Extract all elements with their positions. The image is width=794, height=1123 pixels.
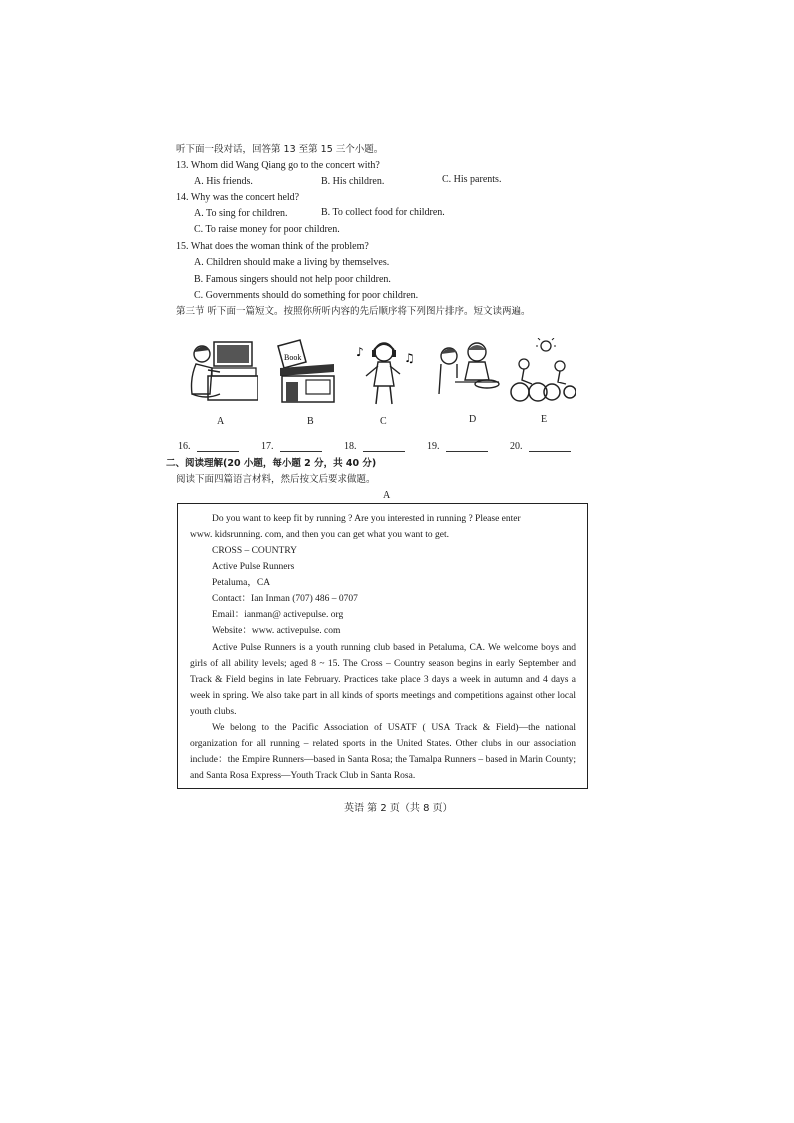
picture-b-label: B <box>307 416 314 427</box>
svg-text:♪: ♪ <box>356 345 364 359</box>
box-paragraph-1: Active Pulse Runners is a youth running club based in Petaluma, CA. We welcome boys and girls of all ability levels; aged 8 ~ 15. The Cross – Country season begins in early September and Track & Field begins in late February. Practices take place 3 days a week in autumn and 4 days a week in spring. We also take part in all kinds of sports meetings and competitions against other local youth clubs. <box>190 643 576 717</box>
page-footer: 英语 第 2 页（共 8 页） <box>344 803 453 814</box>
blank-16-number: 16. <box>178 441 191 452</box>
picture-e-label: E <box>541 414 548 425</box>
box-email: Email：ianman@ activepulse. org <box>212 610 344 620</box>
picture-d-label: D <box>469 414 477 425</box>
box-club-name: Active Pulse Runners <box>212 562 295 572</box>
box-intro-line1: Do you want to keep fit by running ? Are you interested in running ? Please enter <box>212 514 521 524</box>
blank-17-number: 17. <box>261 441 274 452</box>
section3-title: 第三节 听下面一篇短文。按照你所听内容的先后顺序将下列图片排序。短文读两遍。 <box>176 306 531 317</box>
blank-19-number: 19. <box>427 441 440 452</box>
question-15: 15. What does the woman think of the problem? <box>176 241 369 252</box>
q14-option-c: C. To raise money for poor children. <box>194 224 340 235</box>
blank-18-number: 18. <box>344 441 357 452</box>
section2-intro: 听下面一段对话，回答第 13 至第 15 三个小题。 <box>176 144 384 155</box>
question-13: 13. Whom did Wang Qiang go to the concert with? <box>176 160 380 171</box>
blank-18-line <box>363 442 405 452</box>
q13-option-a: A. His friends. <box>194 176 253 187</box>
blank-18[interactable] <box>344 441 405 452</box>
picture-a-computer <box>186 338 258 427</box>
blank-16[interactable] <box>178 441 239 452</box>
picture-d-eating <box>435 338 503 425</box>
picture-b-bookstand <box>272 338 342 427</box>
blank-17[interactable] <box>261 441 322 452</box>
reading-section-title: 二、阅读理解(20 小题，每小题 2 分，共 40 分) <box>166 458 377 469</box>
box-website: Website：www. activepulse. com <box>212 626 341 636</box>
blank-19-line <box>446 442 488 452</box>
box-intro-line2: www. kidsrunning. com, and then you can get what you want to get. <box>190 530 450 540</box>
q15-option-c: C. Governments should do something for poor children. <box>194 290 419 301</box>
box-cross-country: CROSS – COUNTRY <box>212 546 297 556</box>
q15-option-a: A. Children should make a living by themselves. <box>194 257 390 268</box>
blank-19[interactable] <box>427 441 488 452</box>
blank-17-line <box>280 442 322 452</box>
q15-option-b: B. Famous singers should not help poor children. <box>194 274 391 285</box>
blank-20-number: 20. <box>510 441 523 452</box>
picture-c-music <box>354 338 420 427</box>
q14-option-a: A. To sing for children. <box>194 208 288 219</box>
blank-20-line <box>529 442 571 452</box>
box-paragraph-2: We belong to the Pacific Association of USATF ( USA Track & Field)—the national organization for all running – related sports in the United States. Other clubs in our association include：the Empire Runners—based in Santa Rosa; the Tamalpa Runners – based in Marin County; and Santa Rosa Express—Youth Track Club in Santa Rosa. <box>190 723 576 781</box>
blank-20[interactable] <box>510 441 571 452</box>
question-14: 14. Why was the concert held? <box>176 192 300 203</box>
svg-text:♫: ♫ <box>404 351 415 365</box>
picture-e-cycling <box>510 338 576 425</box>
box-contact: Contact：Ian Inman (707) 486 – 0707 <box>212 594 358 604</box>
picture-a-label: A <box>217 416 225 427</box>
q13-option-b: B. His children. <box>321 176 385 187</box>
q14-option-b: B. To collect food for children. <box>321 207 445 218</box>
book-title-text: Book <box>284 353 302 362</box>
q13-option-c: C. His parents. <box>442 174 502 185</box>
picture-c-label: C <box>380 416 387 427</box>
passage-label: A <box>383 490 391 501</box>
blank-16-line <box>197 442 239 452</box>
box-location: Petaluma，CA <box>212 578 271 588</box>
reading-instruction: 阅读下面四篇语言材料，然后按文后要求做题。 <box>176 474 376 485</box>
